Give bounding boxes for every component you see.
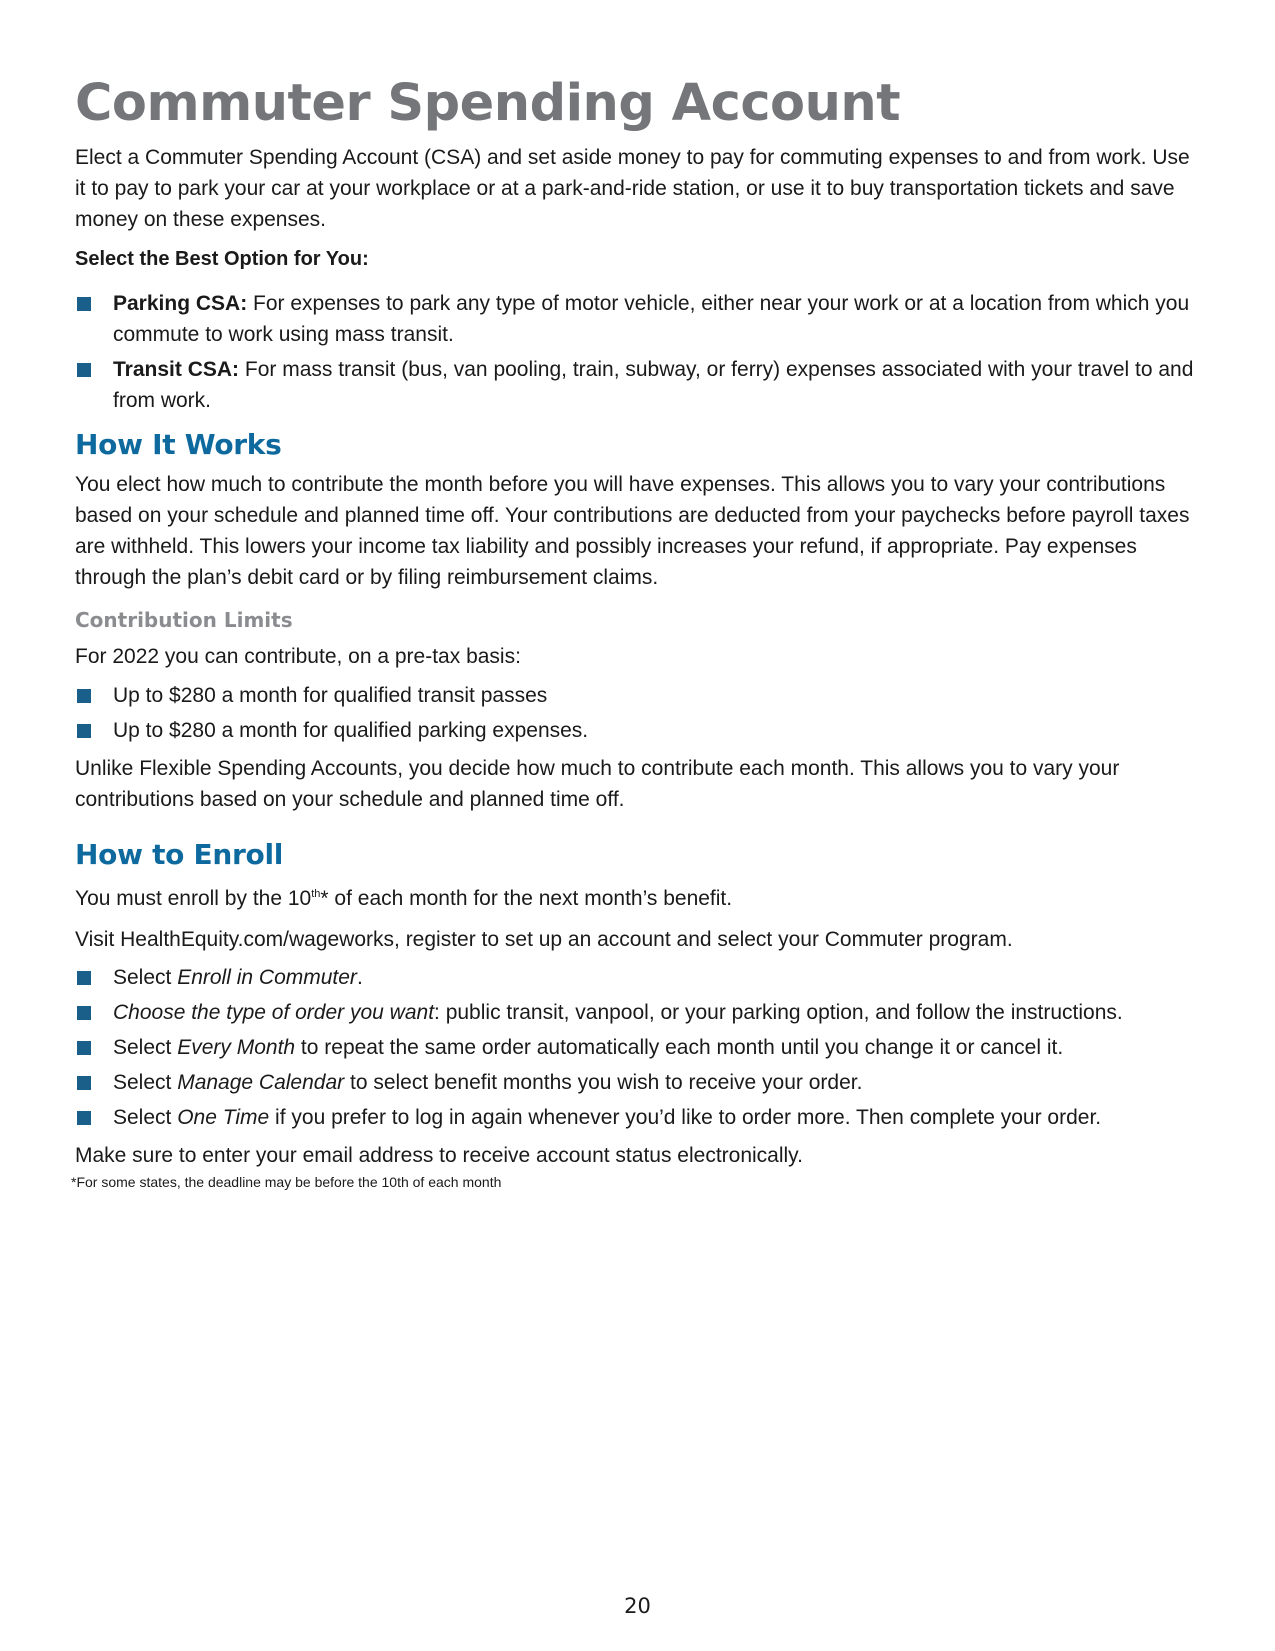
list-item <box>75 288 1205 350</box>
step-emphasis: Every Month <box>177 1036 296 1059</box>
contribution-intro: For 2022 you can contribute, on a pre-tax basis: <box>75 645 521 668</box>
subheading-contribution-limits: Contribution Limits <box>75 608 293 632</box>
step-emphasis: Choose the type of order you want <box>113 1001 435 1024</box>
list-item <box>75 1032 1205 1063</box>
list-item <box>75 1102 1205 1133</box>
options-section <box>75 248 1205 420</box>
enroll-deadline <box>75 879 1205 914</box>
step-text: Select <box>113 966 178 989</box>
list-item <box>75 354 1205 416</box>
step-text: to repeat the same order automatically each month until you change it or cancel it. <box>295 1036 1064 1059</box>
step-emphasis: One Time <box>177 1106 270 1129</box>
list-item <box>75 1067 1205 1098</box>
deadline-suffix: * of each month for the next month’s benefit. <box>320 887 733 910</box>
option-label: Transit CSA: <box>113 358 240 381</box>
bullet-square-icon <box>77 971 91 985</box>
bullet-square-icon <box>77 1111 91 1125</box>
deadline-prefix: You must enroll by the 10 <box>75 887 312 910</box>
list-item-text: Up to $280 a month for qualified parking expenses. <box>113 719 589 742</box>
contribution-note: Unlike Flexible Spending Accounts, you decide how much to contribute each month. This allows you to vary your contributions based on your schedule and planned time off. <box>75 757 1120 811</box>
section-heading-how-to-enroll: How to Enroll <box>75 838 284 871</box>
bullet-square-icon <box>77 689 91 703</box>
bullet-square-icon <box>77 1041 91 1055</box>
step-text: if you prefer to log in again whenever you’d like to order more. Then complete your order. <box>269 1106 1102 1129</box>
step-text: : public transit, vanpool, or your parking option, and follow the instructions. <box>434 1001 1123 1024</box>
contribution-limits-section <box>75 608 1205 815</box>
bullet-square-icon <box>77 363 91 377</box>
option-label: Parking CSA: <box>113 292 248 315</box>
section-heading-how-it-works: How It Works <box>75 428 282 461</box>
options-list <box>75 288 1205 416</box>
option-text: For mass transit (bus, van pooling, train, subway, or ferry) expenses associated with your travel to and from work. <box>113 358 1194 412</box>
step-text: Select <box>113 1106 178 1129</box>
option-text: For expenses to park any type of motor vehicle, either near your work or at a location from which you commute to work using mass transit. <box>113 292 1190 346</box>
step-emphasis: Manage Calendar <box>177 1071 345 1094</box>
bullet-square-icon <box>77 1076 91 1090</box>
deadline-superscript: th <box>311 888 321 900</box>
list-item <box>75 997 1205 1028</box>
enroll-steps-list <box>75 962 1205 1133</box>
list-item <box>75 715 1205 746</box>
enroll-visit-text: Visit HealthEquity.com/wageworks, register to set up an account and select your Commuter program. <box>75 928 1013 951</box>
options-heading: Select the Best Option for You: <box>75 248 369 270</box>
contribution-list <box>75 680 1205 746</box>
bullet-square-icon <box>77 297 91 311</box>
step-text: . <box>356 966 363 989</box>
intro-paragraph-block <box>75 142 1205 235</box>
step-text: Select <box>113 1036 178 1059</box>
page-number: 20 <box>624 1594 651 1618</box>
step-text: to select benefit months you wish to receive your order. <box>344 1071 863 1094</box>
list-item-text: Up to $280 a month for qualified transit passes <box>113 684 548 707</box>
bullet-square-icon <box>77 724 91 738</box>
step-emphasis: Enroll in Commuter <box>177 966 357 989</box>
footnote: *For some states, the deadline may be before the 10th of each month <box>71 1174 502 1190</box>
step-text: Select <box>113 1071 178 1094</box>
list-item <box>75 680 1205 711</box>
email-note: Make sure to enter your email address to receive account status electronically. <box>75 1144 803 1167</box>
bullet-square-icon <box>77 1006 91 1020</box>
how-it-works-section <box>75 428 1205 593</box>
intro-paragraph: Elect a Commuter Spending Account (CSA) and set aside money to pay for commuting expenses to and from work. Use it to pay to park your car at your workplace or at a park-and-ride station, or use it to buy transportation tickets and save money on these expenses. <box>75 146 1190 231</box>
how-to-enroll-section <box>71 838 1205 1190</box>
how-it-works-paragraph: You elect how much to contribute the month before you will have expenses. This allows you to vary your contributions based on your schedule and planned time off. Your contributions are deducted from your paychecks before payroll taxes are withheld. This lowers your income tax liability and possibly increases your refund, if appropriate. Pay expenses through the plan’s debit card or by filing reimbursement claims. <box>75 473 1190 589</box>
list-item <box>75 962 1205 993</box>
page-title: Commuter Spending Account <box>75 74 901 133</box>
